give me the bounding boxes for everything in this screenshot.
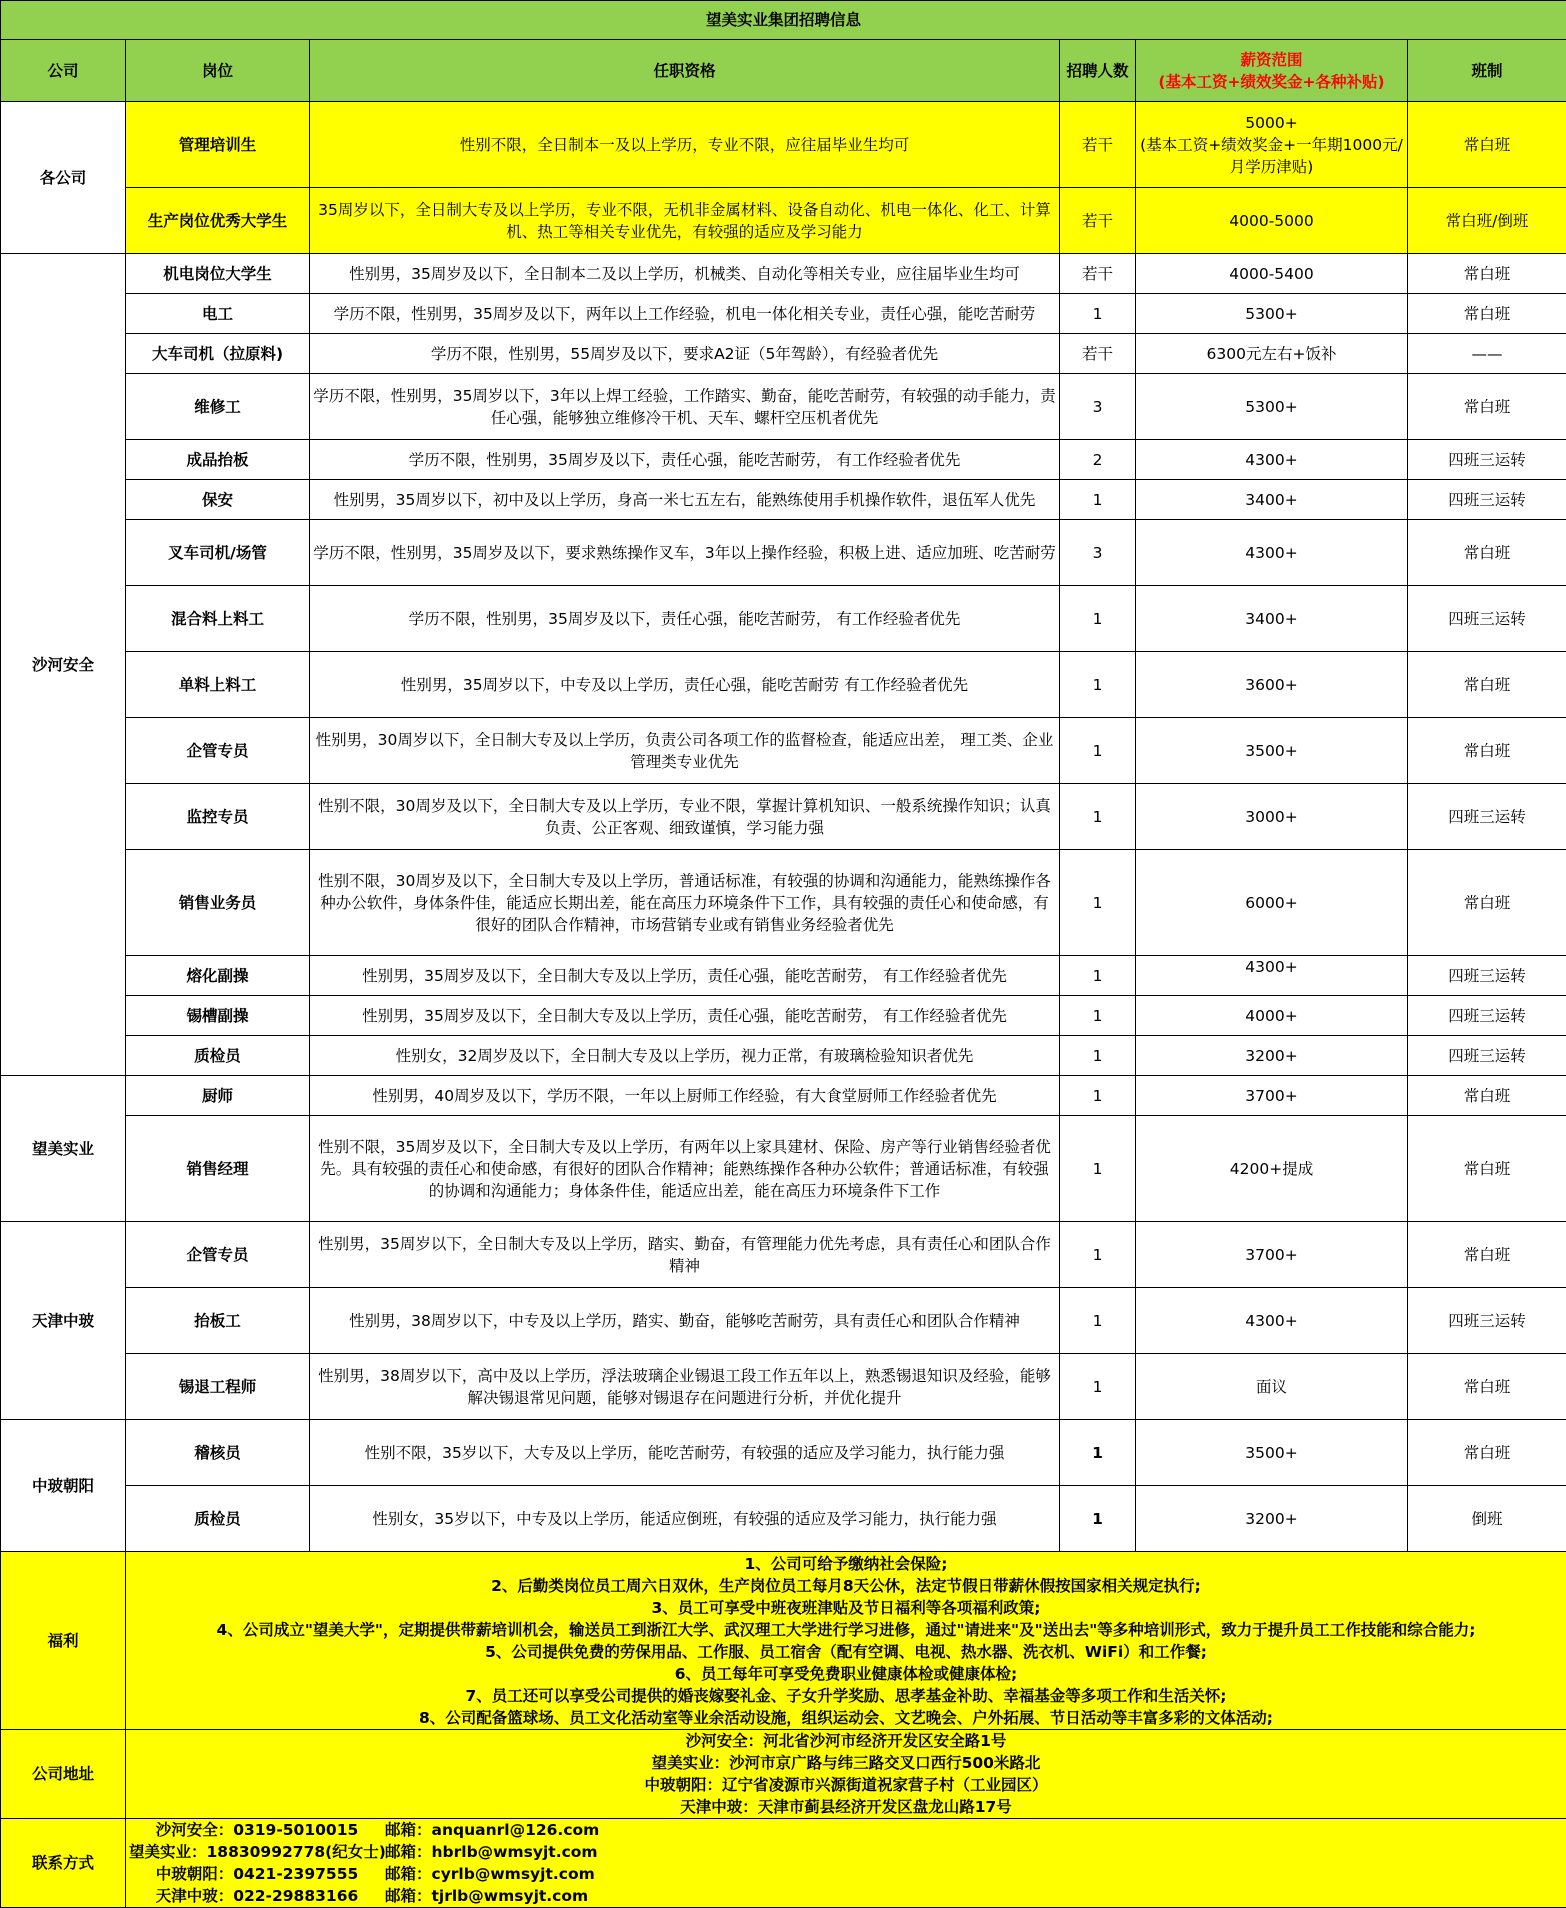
qualification-cell: 性别男，35周岁及以下，全日制大专及以上学历，责任心强，能吃苦耐劳， 有工作经验者优先 xyxy=(310,956,1060,996)
qualification-cell: 性别女，35岁以下，中专及以上学历，能适应倒班，有较强的适应及学习能力，执行能力强 xyxy=(310,1486,1060,1552)
count-cell: 1 xyxy=(1060,294,1136,334)
position-cell: 稽核员 xyxy=(126,1420,310,1486)
position-cell: 熔化副操 xyxy=(126,956,310,996)
benefit-item: 6、员工每年可享受免费职业健康体检或健康体检; xyxy=(129,1663,1563,1685)
qualification-cell: 性别男，38周岁以下，高中及以上学历，浮法玻璃企业锡退工段工作五年以上，熟悉锡退知识及经验，能够解决锡退常见问题，能够对锡退存在问题进行分析，并优化提升 xyxy=(310,1354,1060,1420)
qualification-cell: 性别男，35周岁以下，全日制大专及以上学历，踏实、勤奋，有管理能力优先考虑，具有责任心和团队合作精神 xyxy=(310,1222,1060,1288)
count-cell: 1 xyxy=(1060,1288,1136,1354)
shift-cell: 常白班 xyxy=(1408,1116,1566,1222)
count-cell: 2 xyxy=(1060,440,1136,480)
salary-cell: 4000-5400 xyxy=(1136,254,1408,294)
salary-cell: 5000+ (基本工资+绩效奖金+一年期1000元/月学历津贴) xyxy=(1136,102,1408,188)
shift-cell: 倒班 xyxy=(1408,1486,1566,1552)
qualification-cell: 学历不限，性别男，35周岁及以下，要求熟练操作叉车，3年以上操作经验，积极上进、适应加班、吃苦耐劳 xyxy=(310,520,1060,586)
count-cell: 若干 xyxy=(1060,334,1136,374)
position-cell: 生产岗位优秀大学生 xyxy=(126,188,310,254)
salary-cell: 3400+ xyxy=(1136,480,1408,520)
salary-cell: 3200+ xyxy=(1136,1486,1408,1552)
position-cell: 销售经理 xyxy=(126,1116,310,1222)
benefit-item: 3、员工可享受中班夜班津贴及节日福利等各项福利政策; xyxy=(129,1597,1563,1619)
benefit-item: 8、公司配备篮球场、员工文化活动室等业余活动设施，组织运动会、文艺晚会、户外拓展、节日活动等丰富多彩的文体活动; xyxy=(129,1707,1563,1729)
company-cell: 中玻朝阳 xyxy=(1,1420,126,1552)
benefit-item: 1、公司可给予缴纳社会保险; xyxy=(129,1553,1563,1575)
position-cell: 企管专员 xyxy=(126,718,310,784)
qualification-cell: 性别男，35周岁以下，初中及以上学历，身高一米七五左右，能熟练使用手机操作软件，退伍军人优先 xyxy=(310,480,1060,520)
address-item: 沙河安全：河北省沙河市经济开发区安全路1号 xyxy=(129,1730,1563,1752)
count-cell: 若干 xyxy=(1060,102,1136,188)
salary-cell: 3400+ xyxy=(1136,586,1408,652)
company-cell: 天津中玻 xyxy=(1,1222,126,1420)
salary-cell: 4300+ xyxy=(1136,1288,1408,1354)
count-cell: 1 xyxy=(1060,1116,1136,1222)
address-item: 中玻朝阳：辽宁省凌源市兴源街道祝家营子村（工业园区） xyxy=(129,1774,1563,1796)
count-cell: 1 xyxy=(1060,652,1136,718)
qualification-cell: 性别不限，30周岁及以下，全日制大专及以上学历，专业不限，掌握计算机知识、一般系统操作知识；认真负责、公正客观、细致谨慎，学习能力强 xyxy=(310,784,1060,850)
qualification-cell: 性别男，30周岁以下，全日制大专及以上学历，负责公司各项工作的监督检查，能适应出差， 理工类、企业管理类专业优先 xyxy=(310,718,1060,784)
salary-cell: 6000+ xyxy=(1136,850,1408,956)
count-cell: 1 xyxy=(1060,850,1136,956)
salary-cell: 6300元左右+饭补 xyxy=(1136,334,1408,374)
header-qualification: 任职资格 xyxy=(310,40,1060,102)
shift-cell: 四班三运转 xyxy=(1408,996,1566,1036)
qualification-cell: 学历不限，性别男，35周岁及以下，两年以上工作经验，机电一体化相关专业，责任心强，能吃苦耐劳 xyxy=(310,294,1060,334)
qualification-cell: 性别女，32周岁及以下，全日制大专及以上学历，视力正常，有玻璃检验知识者优先 xyxy=(310,1036,1060,1076)
salary-cell: 4300+ xyxy=(1136,956,1408,996)
contact-email[interactable]: 邮箱：cyrlb@wmsyjt.com xyxy=(385,1863,595,1885)
salary-cell: 3700+ xyxy=(1136,1222,1408,1288)
shift-cell: 常白班 xyxy=(1408,254,1566,294)
contact-label: 联系方式 xyxy=(1,1819,126,1908)
contact-row xyxy=(129,1863,1563,1885)
contact-row xyxy=(129,1819,1563,1841)
shift-cell: 四班三运转 xyxy=(1408,480,1566,520)
company-cell: 望美实业 xyxy=(1,1076,126,1222)
position-cell: 叉车司机/场管 xyxy=(126,520,310,586)
contact-row xyxy=(129,1885,1563,1907)
contact-row xyxy=(129,1841,1563,1863)
shift-cell: 四班三运转 xyxy=(1408,1036,1566,1076)
shift-cell: 常白班 xyxy=(1408,374,1566,440)
shift-cell: 常白班 xyxy=(1408,294,1566,334)
shift-cell: 常白班 xyxy=(1408,850,1566,956)
benefit-item: 5、公司提供免费的劳保用品、工作服、员工宿舍（配有空调、电视、热水器、洗衣机、WiFi）和工作餐; xyxy=(129,1641,1563,1663)
count-cell: 1 xyxy=(1060,480,1136,520)
position-cell: 电工 xyxy=(126,294,310,334)
position-cell: 锡槽副操 xyxy=(126,996,310,1036)
benefit-item: 4、公司成立"望美大学"，定期提供带薪培训机会，输送员工到浙江大学、武汉理工大学进行学习进修，通过"请进来"及"送出去"等多种培训形式，致力于提升员工工作技能和综合能力; xyxy=(129,1619,1563,1641)
address-item: 天津中玻：天津市蓟县经济开发区盘龙山路17号 xyxy=(129,1796,1563,1818)
company-cell: 各公司 xyxy=(1,102,126,254)
count-cell: 1 xyxy=(1060,586,1136,652)
count-cell: 1 xyxy=(1060,1222,1136,1288)
sheet-title: 望美实业集团招聘信息 xyxy=(1,1,1566,40)
count-cell: 1 xyxy=(1060,1076,1136,1116)
shift-cell: 四班三运转 xyxy=(1408,440,1566,480)
salary-cell: 3700+ xyxy=(1136,1076,1408,1116)
shift-cell: 常白班 xyxy=(1408,520,1566,586)
qualification-cell: 性别不限，35周岁及以下，全日制大专及以上学历，有两年以上家具建材、保险、房产等行业销售经验者优先。具有较强的责任心和使命感，有很好的团队合作精神；能熟练操作各种办公软件；普通话标准，有较强的协调和沟通能力；身体条件佳，能适应出差，能在高压力环境条件下工作 xyxy=(310,1116,1060,1222)
address-label: 公司地址 xyxy=(1,1730,126,1819)
position-cell: 维修工 xyxy=(126,374,310,440)
position-cell: 厨师 xyxy=(126,1076,310,1116)
contact-email[interactable]: 邮箱：tjrlb@wmsyjt.com xyxy=(385,1885,588,1907)
position-cell: 抬板工 xyxy=(126,1288,310,1354)
position-cell: 销售业务员 xyxy=(126,850,310,956)
count-cell: 1 xyxy=(1060,1486,1136,1552)
salary-cell: 4000-5000 xyxy=(1136,188,1408,254)
count-cell: 1 xyxy=(1060,996,1136,1036)
header-shift: 班制 xyxy=(1408,40,1566,102)
shift-cell: 常白班/倒班 xyxy=(1408,188,1566,254)
qualification-cell: 性别男，35周岁以下，中专及以上学历，责任心强，能吃苦耐劳 有工作经验者优先 xyxy=(310,652,1060,718)
benefit-item: 7、员工还可以享受公司提供的婚丧嫁娶礼金、子女升学奖励、思孝基金补助、幸福基金等多项工作和生活关怀; xyxy=(129,1685,1563,1707)
company-cell: 沙河安全 xyxy=(1,254,126,1076)
qualification-cell: 性别不限，全日制本一及以上学历，专业不限，应往届毕业生均可 xyxy=(310,102,1060,188)
contact-phone: 天津中玻：022-29883166 xyxy=(129,1885,385,1907)
qualification-cell: 35周岁以下，全日制大专及以上学历，专业不限，无机非金属材料、设备自动化、机电一体化、化工、计算机、热工等相关专业优先，有较强的适应及学习能力 xyxy=(310,188,1060,254)
salary-cell: 面议 xyxy=(1136,1354,1408,1420)
salary-cell: 3000+ xyxy=(1136,784,1408,850)
contact-phone: 中玻朝阳：0421-2397555 xyxy=(129,1863,385,1885)
benefits-list xyxy=(126,1552,1566,1730)
count-cell: 3 xyxy=(1060,520,1136,586)
shift-cell: 四班三运转 xyxy=(1408,784,1566,850)
shift-cell: 常白班 xyxy=(1408,1354,1566,1420)
position-cell: 质检员 xyxy=(126,1486,310,1552)
salary-cell: 5300+ xyxy=(1136,374,1408,440)
shift-cell: 常白班 xyxy=(1408,1420,1566,1486)
count-cell: 1 xyxy=(1060,1354,1136,1420)
count-cell: 1 xyxy=(1060,718,1136,784)
benefit-item: 2、后勤类岗位员工周六日双休，生产岗位员工每月8天公休，法定节假日带薪休假按国家相关规定执行; xyxy=(129,1575,1563,1597)
shift-cell: 常白班 xyxy=(1408,1222,1566,1288)
count-cell: 1 xyxy=(1060,956,1136,996)
position-cell: 保安 xyxy=(126,480,310,520)
salary-cell: 3600+ xyxy=(1136,652,1408,718)
position-cell: 锡退工程师 xyxy=(126,1354,310,1420)
count-cell: 1 xyxy=(1060,1036,1136,1076)
count-cell: 1 xyxy=(1060,1420,1136,1486)
position-cell: 监控专员 xyxy=(126,784,310,850)
header-salary-line1: 薪资范围 xyxy=(1139,49,1404,71)
qualification-cell: 学历不限，性别男，35周岁及以下，责任心强，能吃苦耐劳， 有工作经验者优先 xyxy=(310,586,1060,652)
shift-cell: 四班三运转 xyxy=(1408,1288,1566,1354)
shift-cell: 四班三运转 xyxy=(1408,956,1566,996)
count-cell: 若干 xyxy=(1060,254,1136,294)
salary-cell: 4300+ xyxy=(1136,520,1408,586)
header-count: 招聘人数 xyxy=(1060,40,1136,102)
qualification-cell: 性别男，38周岁以下，中专及以上学历，踏实、勤奋，能够吃苦耐劳，具有责任心和团队合作精神 xyxy=(310,1288,1060,1354)
count-cell: 1 xyxy=(1060,784,1136,850)
contact-phone: 望美实业：18830992778(纪女士) xyxy=(129,1841,385,1863)
position-cell: 成品抬板 xyxy=(126,440,310,480)
position-cell: 质检员 xyxy=(126,1036,310,1076)
header-salary-line2: (基本工资+绩效奖金+各种补贴) xyxy=(1139,71,1404,93)
benefits-label: 福利 xyxy=(1,1552,126,1730)
header-position: 岗位 xyxy=(126,40,310,102)
qualification-cell: 性别男，35周岁及以下，全日制大专及以上学历，责任心强，能吃苦耐劳， 有工作经验者优先 xyxy=(310,996,1060,1036)
salary-cell: 4000+ xyxy=(1136,996,1408,1036)
qualification-cell: 性别不限，30周岁及以下，全日制大专及以上学历，普通话标准，有较强的协调和沟通能力，能熟练操作各种办公软件，身体条件佳，能适应长期出差，能在高压力环境条件下工作，具有较强的责任心和使命感，有很好的团队合作精神，市场营销专业或有销售业务经验者优先 xyxy=(310,850,1060,956)
count-cell: 3 xyxy=(1060,374,1136,440)
header-company: 公司 xyxy=(1,40,126,102)
shift-cell: 四班三运转 xyxy=(1408,586,1566,652)
header-salary xyxy=(1136,40,1408,102)
shift-cell: 常白班 xyxy=(1408,1076,1566,1116)
salary-cell: 3200+ xyxy=(1136,1036,1408,1076)
position-cell: 单料上料工 xyxy=(126,652,310,718)
count-cell: 若干 xyxy=(1060,188,1136,254)
shift-cell: 常白班 xyxy=(1408,718,1566,784)
salary-cell: 4200+提成 xyxy=(1136,1116,1408,1222)
salary-cell: 3500+ xyxy=(1136,1420,1408,1486)
salary-cell: 4300+ xyxy=(1136,440,1408,480)
salary-cell: 5300+ xyxy=(1136,294,1408,334)
position-cell: 企管专员 xyxy=(126,1222,310,1288)
address-list xyxy=(126,1730,1566,1819)
position-cell: 混合料上料工 xyxy=(126,586,310,652)
shift-cell: 常白班 xyxy=(1408,102,1566,188)
position-cell: 机电岗位大学生 xyxy=(126,254,310,294)
shift-cell: 常白班 xyxy=(1408,652,1566,718)
qualification-cell: 性别不限，35岁以下，大专及以上学历，能吃苦耐劳，有较强的适应及学习能力，执行能力强 xyxy=(310,1420,1060,1486)
shift-cell: —— xyxy=(1408,334,1566,374)
address-item: 望美实业：沙河市京广路与纬三路交叉口西行500米路北 xyxy=(129,1752,1563,1774)
contact-list xyxy=(126,1819,1566,1908)
qualification-cell: 学历不限，性别男，35周岁及以下，责任心强，能吃苦耐劳， 有工作经验者优先 xyxy=(310,440,1060,480)
qualification-cell: 性别男，40周岁及以下，学历不限，一年以上厨师工作经验，有大食堂厨师工作经验者优先 xyxy=(310,1076,1060,1116)
contact-email[interactable]: 邮箱：hbrlb@wmsyjt.com xyxy=(385,1841,598,1863)
position-cell: 大车司机（拉原料) xyxy=(126,334,310,374)
contact-phone: 沙河安全：0319-5010015 xyxy=(129,1819,385,1841)
qualification-cell: 性别男，35周岁及以下，全日制本二及以上学历，机械类、自动化等相关专业，应往届毕业生均可 xyxy=(310,254,1060,294)
qualification-cell: 学历不限，性别男，55周岁及以下，要求A2证（5年驾龄），有经验者优先 xyxy=(310,334,1060,374)
qualification-cell: 学历不限，性别男，35周岁以下，3年以上焊工经验，工作踏实、勤奋，能吃苦耐劳，有较强的动手能力，责任心强，能够独立维修冷干机、天车、螺杆空压机者优先 xyxy=(310,374,1060,440)
position-cell: 管理培训生 xyxy=(126,102,310,188)
salary-cell: 3500+ xyxy=(1136,718,1408,784)
contact-email[interactable]: 邮箱：anquanrl@126.com xyxy=(385,1819,599,1841)
